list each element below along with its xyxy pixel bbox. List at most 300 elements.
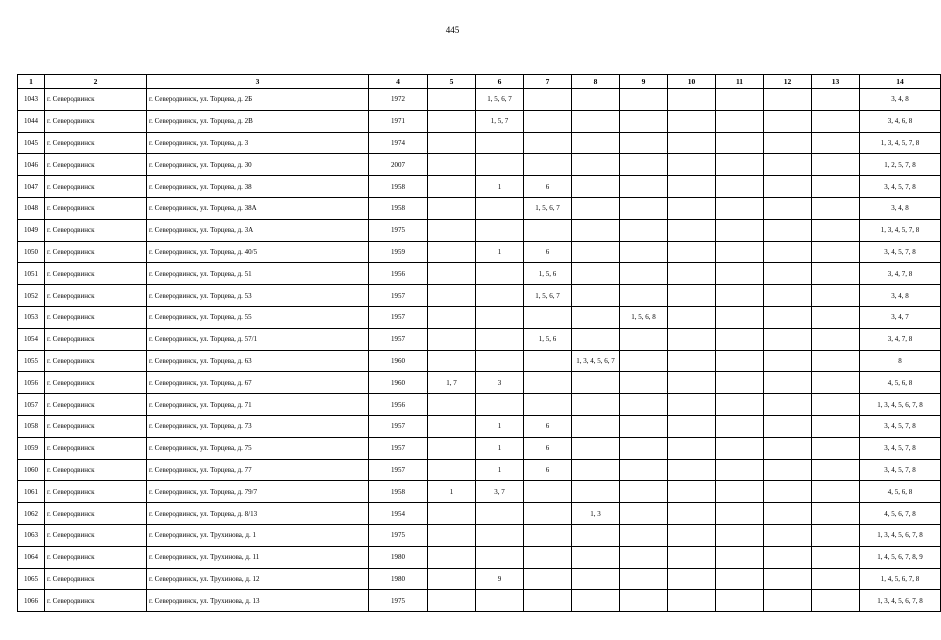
table-cell [428, 590, 476, 612]
table-cell [668, 110, 716, 132]
table-cell [764, 350, 812, 372]
column-header: 2 [45, 75, 147, 89]
table-row [18, 89, 941, 111]
table-cell [812, 110, 860, 132]
table-cell: 1954 [369, 503, 428, 525]
table-cell: г. Северодвинск, ул. Торцева, д. 67 [147, 372, 369, 394]
table-cell: г. Северодвинск [45, 415, 147, 437]
table-cell [620, 437, 668, 459]
table-cell [716, 110, 764, 132]
table-cell: г. Северодвинск [45, 524, 147, 546]
table-header-row [18, 75, 941, 89]
table-cell: г. Северодвинск [45, 372, 147, 394]
table-cell: 1046 [18, 154, 45, 176]
table-cell [572, 263, 620, 285]
table-cell [668, 197, 716, 219]
table-cell: 1048 [18, 197, 45, 219]
table-cell [668, 394, 716, 416]
table-cell: г. Северодвинск, ул. Торцева, д. 63 [147, 350, 369, 372]
table-cell [668, 546, 716, 568]
table-cell [524, 481, 572, 503]
table-cell: 1053 [18, 306, 45, 328]
table-cell [476, 197, 524, 219]
table-cell [764, 263, 812, 285]
table-cell [620, 394, 668, 416]
table-cell [476, 590, 524, 612]
table-cell [428, 263, 476, 285]
table-cell: г. Северодвинск [45, 481, 147, 503]
table-row [18, 394, 941, 416]
table-cell: 1055 [18, 350, 45, 372]
table-cell: г. Северодвинск [45, 590, 147, 612]
table-cell [764, 328, 812, 350]
table-cell: 4, 5, 6, 8 [860, 481, 941, 503]
table-cell: г. Северодвинск, ул. Торцева, д. 38А [147, 197, 369, 219]
table-cell: 1, 3, 4, 5, 7, 8 [860, 132, 941, 154]
table-cell: 1052 [18, 285, 45, 307]
table-cell: г. Северодвинск [45, 306, 147, 328]
table-cell: г. Северодвинск, ул. Трухинова, д. 11 [147, 546, 369, 568]
table-cell [812, 481, 860, 503]
table-cell [620, 241, 668, 263]
table-cell [812, 241, 860, 263]
table-cell: г. Северодвинск [45, 197, 147, 219]
table-cell: 1957 [369, 285, 428, 307]
table-cell: 1958 [369, 481, 428, 503]
table-cell [572, 590, 620, 612]
table-cell [668, 503, 716, 525]
table-cell [764, 176, 812, 198]
table-cell: г. Северодвинск, ул. Торцева, д. 71 [147, 394, 369, 416]
table-cell: 1044 [18, 110, 45, 132]
table-cell [620, 590, 668, 612]
table-cell: 1960 [369, 372, 428, 394]
table-cell: 1047 [18, 176, 45, 198]
table-cell [812, 590, 860, 612]
table-cell [668, 219, 716, 241]
table-cell: 1, 4, 5, 6, 7, 8, 9 [860, 546, 941, 568]
table-cell: г. Северодвинск [45, 437, 147, 459]
table-cell: 1061 [18, 481, 45, 503]
table-cell [476, 394, 524, 416]
table-cell: 1959 [369, 241, 428, 263]
table-cell [428, 394, 476, 416]
table-cell [572, 415, 620, 437]
table-cell [572, 546, 620, 568]
table-cell [524, 219, 572, 241]
table-cell [620, 546, 668, 568]
table-cell [620, 197, 668, 219]
table-cell: 1065 [18, 568, 45, 590]
table-cell: 1975 [369, 524, 428, 546]
table-cell [428, 415, 476, 437]
table-cell [524, 524, 572, 546]
table-cell: 3, 4, 5, 7, 8 [860, 415, 941, 437]
table-cell: 1957 [369, 415, 428, 437]
table-cell: г. Северодвинск, ул. Торцева, д. 79/7 [147, 481, 369, 503]
table-cell: 1050 [18, 241, 45, 263]
table-cell [668, 306, 716, 328]
table-cell [620, 219, 668, 241]
table-cell [764, 197, 812, 219]
table-cell: 1, 5, 7 [476, 110, 524, 132]
table-row [18, 219, 941, 241]
table-row [18, 132, 941, 154]
column-header: 6 [476, 75, 524, 89]
table-cell [716, 219, 764, 241]
table-cell [716, 546, 764, 568]
table-cell [716, 154, 764, 176]
table-cell [812, 263, 860, 285]
table-cell [572, 524, 620, 546]
table-cell: г. Северодвинск, ул. Торцева, д. 40/5 [147, 241, 369, 263]
table-row [18, 372, 941, 394]
table-cell: 3 [476, 372, 524, 394]
table-cell [476, 503, 524, 525]
table-cell [524, 546, 572, 568]
table-cell [428, 350, 476, 372]
table-cell [572, 459, 620, 481]
table-cell: г. Северодвинск [45, 503, 147, 525]
table-cell: 1, 5, 6, 8 [620, 306, 668, 328]
table-cell: 1956 [369, 394, 428, 416]
table-cell: 1, 5, 6 [524, 328, 572, 350]
table-cell [620, 328, 668, 350]
table-cell: г. Северодвинск, ул. Торцева, д. 2Б [147, 89, 369, 111]
table-row [18, 285, 941, 307]
table-cell [428, 197, 476, 219]
table-cell [476, 328, 524, 350]
table-cell: 1, 5, 6, 7 [476, 89, 524, 111]
table-cell [572, 241, 620, 263]
table-cell [428, 154, 476, 176]
table-cell [812, 546, 860, 568]
table-cell: 1957 [369, 306, 428, 328]
page-number: 445 [445, 25, 460, 35]
table-cell: 1957 [369, 437, 428, 459]
table-cell [668, 568, 716, 590]
table-row [18, 524, 941, 546]
table-cell [620, 459, 668, 481]
table-cell [428, 568, 476, 590]
table-row [18, 546, 941, 568]
table-cell [716, 132, 764, 154]
column-header: 4 [369, 75, 428, 89]
table-cell [476, 350, 524, 372]
table-cell: г. Северодвинск, ул. Торцева, д. 3 [147, 132, 369, 154]
table-cell [572, 285, 620, 307]
table-cell [428, 328, 476, 350]
table-cell [524, 372, 572, 394]
table-cell: 3, 4, 7 [860, 306, 941, 328]
table-cell: г. Северодвинск [45, 132, 147, 154]
table-cell [668, 372, 716, 394]
table-cell [764, 372, 812, 394]
table-cell [620, 132, 668, 154]
table-cell: 1, 5, 6, 7 [524, 285, 572, 307]
table-cell [716, 590, 764, 612]
table-row [18, 568, 941, 590]
table-cell [812, 132, 860, 154]
table-cell: 6 [524, 459, 572, 481]
table-cell: г. Северодвинск, ул. Торцева, д. 2В [147, 110, 369, 132]
table-cell [764, 154, 812, 176]
table-cell: 3, 4, 5, 7, 8 [860, 459, 941, 481]
table-cell [572, 372, 620, 394]
table-cell [620, 568, 668, 590]
table-cell: 6 [524, 241, 572, 263]
table-cell [668, 437, 716, 459]
table-row [18, 154, 941, 176]
table-cell [428, 306, 476, 328]
table-cell: 1, 3, 4, 5, 6, 7, 8 [860, 590, 941, 612]
table-cell: 3, 4, 5, 7, 8 [860, 437, 941, 459]
table-cell [620, 481, 668, 503]
table-cell: г. Северодвинск [45, 110, 147, 132]
table-row [18, 197, 941, 219]
table-cell: 1, 3, 4, 5, 6, 7 [572, 350, 620, 372]
table-cell: г. Северодвинск, ул. Торцева, д. 30 [147, 154, 369, 176]
registry-table [17, 74, 941, 612]
table-row [18, 590, 941, 612]
table-cell: 1972 [369, 89, 428, 111]
table-cell: 3, 4, 7, 8 [860, 263, 941, 285]
table-cell [812, 154, 860, 176]
column-header: 1 [18, 75, 45, 89]
table-cell: 1, 3, 4, 5, 7, 8 [860, 219, 941, 241]
table-cell [572, 219, 620, 241]
table-cell [476, 154, 524, 176]
table-cell [476, 132, 524, 154]
table-cell [812, 437, 860, 459]
table-cell: 1049 [18, 219, 45, 241]
table-cell: 6 [524, 437, 572, 459]
table-cell [428, 503, 476, 525]
column-header: 14 [860, 75, 941, 89]
table-cell [812, 394, 860, 416]
table-row [18, 503, 941, 525]
table-cell [572, 176, 620, 198]
table-cell [524, 110, 572, 132]
table-cell [620, 110, 668, 132]
column-header: 3 [147, 75, 369, 89]
table-cell: 3, 4, 5, 7, 8 [860, 241, 941, 263]
table-cell [812, 524, 860, 546]
table-cell [524, 568, 572, 590]
table-cell [716, 306, 764, 328]
table-cell [668, 590, 716, 612]
table-cell: 3, 4, 8 [860, 197, 941, 219]
table-cell [812, 197, 860, 219]
table-cell [572, 132, 620, 154]
table-cell: 1958 [369, 197, 428, 219]
table-row [18, 350, 941, 372]
table-cell: г. Северодвинск [45, 241, 147, 263]
table-cell [428, 285, 476, 307]
table-cell [428, 524, 476, 546]
table-cell: 3, 4, 7, 8 [860, 328, 941, 350]
table-cell: 1 [476, 176, 524, 198]
table-cell [812, 285, 860, 307]
table-cell: г. Северодвинск, ул. Торцева, д. 53 [147, 285, 369, 307]
table-cell: г. Северодвинск [45, 219, 147, 241]
table-cell: 1971 [369, 110, 428, 132]
table-row [18, 415, 941, 437]
table-cell [524, 590, 572, 612]
table-cell [764, 590, 812, 612]
table-cell [572, 394, 620, 416]
table-cell: 1957 [369, 328, 428, 350]
table-cell: 1 [476, 241, 524, 263]
table-cell [572, 89, 620, 111]
table-row [18, 437, 941, 459]
table-cell [764, 503, 812, 525]
table-cell [524, 350, 572, 372]
table-cell: 1045 [18, 132, 45, 154]
table-cell: г. Северодвинск, ул. Торцева, д. 51 [147, 263, 369, 285]
table-cell [476, 306, 524, 328]
table-cell [812, 219, 860, 241]
table-cell: 1054 [18, 328, 45, 350]
table-cell [812, 415, 860, 437]
table-cell [764, 306, 812, 328]
table-row [18, 110, 941, 132]
column-header: 10 [668, 75, 716, 89]
table-cell: 1064 [18, 546, 45, 568]
table-cell [620, 263, 668, 285]
table-cell: 1957 [369, 459, 428, 481]
table-cell: 1051 [18, 263, 45, 285]
table-cell [812, 328, 860, 350]
table-cell: 4, 5, 6, 7, 8 [860, 503, 941, 525]
table-cell: 1059 [18, 437, 45, 459]
table-cell [476, 285, 524, 307]
table-cell: 1 [428, 481, 476, 503]
table-cell: 3, 4, 8 [860, 89, 941, 111]
table-cell: 1060 [18, 459, 45, 481]
table-cell [668, 350, 716, 372]
table-cell [524, 394, 572, 416]
table-row [18, 176, 941, 198]
table-cell: 3, 4, 5, 7, 8 [860, 176, 941, 198]
column-header: 5 [428, 75, 476, 89]
table-cell [572, 154, 620, 176]
table-cell [668, 481, 716, 503]
table-cell [764, 459, 812, 481]
table-cell: 1, 3, 4, 5, 6, 7, 8 [860, 524, 941, 546]
table-cell: г. Северодвинск, ул. Трухинова, д. 12 [147, 568, 369, 590]
table-cell [716, 459, 764, 481]
table-row [18, 306, 941, 328]
table-cell: 2007 [369, 154, 428, 176]
table-cell [812, 372, 860, 394]
table-cell [716, 437, 764, 459]
table-cell: 1956 [369, 263, 428, 285]
table-cell [572, 481, 620, 503]
table-cell [764, 89, 812, 111]
table-row [18, 481, 941, 503]
table-cell [812, 306, 860, 328]
table-cell [620, 350, 668, 372]
table-cell: 6 [524, 415, 572, 437]
table-cell [668, 263, 716, 285]
table-cell [716, 415, 764, 437]
table-cell: 1, 3, 4, 5, 6, 7, 8 [860, 394, 941, 416]
column-header: 9 [620, 75, 668, 89]
table-cell: 1 [476, 459, 524, 481]
table-cell: 1063 [18, 524, 45, 546]
table-cell [764, 285, 812, 307]
table-cell [428, 176, 476, 198]
table-cell [716, 524, 764, 546]
table-cell: 1066 [18, 590, 45, 612]
table-cell [764, 481, 812, 503]
table-cell [716, 328, 764, 350]
table-row [18, 263, 941, 285]
table-cell [524, 503, 572, 525]
table-cell [764, 132, 812, 154]
table-cell: г. Северодвинск, ул. Торцева, д. 55 [147, 306, 369, 328]
table-cell [812, 89, 860, 111]
table-cell: г. Северодвинск, ул. Торцева, д. 57/1 [147, 328, 369, 350]
table-cell: г. Северодвинск [45, 154, 147, 176]
table-cell [668, 132, 716, 154]
table-cell: г. Северодвинск, ул. Трухинова, д. 13 [147, 590, 369, 612]
column-header: 13 [812, 75, 860, 89]
table-cell: 1960 [369, 350, 428, 372]
table-cell [764, 568, 812, 590]
table-cell [620, 89, 668, 111]
table-cell [620, 503, 668, 525]
table-cell: г. Северодвинск, ул. Торцева, д. 75 [147, 437, 369, 459]
table-cell [428, 219, 476, 241]
table-cell [716, 481, 764, 503]
table-cell [620, 415, 668, 437]
table-cell [572, 197, 620, 219]
table-cell [812, 176, 860, 198]
table-cell [428, 437, 476, 459]
table-cell [764, 394, 812, 416]
table-cell: 1, 3 [572, 503, 620, 525]
table-cell: 1 [476, 415, 524, 437]
table-cell: 3, 4, 6, 8 [860, 110, 941, 132]
table-cell: 4, 5, 6, 8 [860, 372, 941, 394]
table-cell [812, 568, 860, 590]
table-cell [428, 459, 476, 481]
column-header: 11 [716, 75, 764, 89]
table-cell [716, 241, 764, 263]
table-cell: 1, 2, 5, 7, 8 [860, 154, 941, 176]
table-cell [812, 459, 860, 481]
table-cell: 1975 [369, 590, 428, 612]
table-cell [764, 524, 812, 546]
table-cell: г. Северодвинск [45, 350, 147, 372]
table-cell [572, 110, 620, 132]
table-cell [620, 372, 668, 394]
table-cell [668, 328, 716, 350]
table-cell [428, 546, 476, 568]
table-cell [524, 89, 572, 111]
table-cell [716, 568, 764, 590]
table-cell [572, 437, 620, 459]
table-cell: 1, 5, 6, 7 [524, 197, 572, 219]
table-cell [764, 437, 812, 459]
table-cell: г. Северодвинск [45, 263, 147, 285]
table-cell [620, 524, 668, 546]
table-cell: 1057 [18, 394, 45, 416]
table-cell: 1, 4, 5, 6, 7, 8 [860, 568, 941, 590]
table-cell: г. Северодвинск, ул. Торцева, д. 73 [147, 415, 369, 437]
